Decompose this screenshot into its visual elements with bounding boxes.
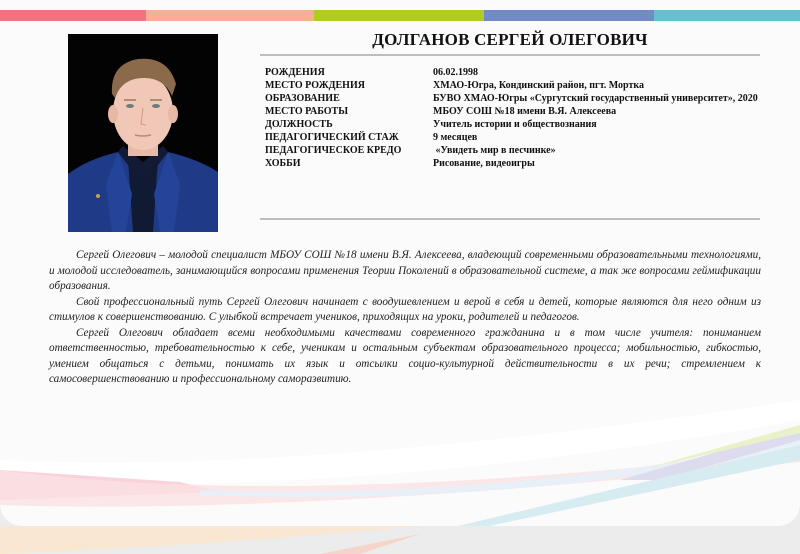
info-value: Учитель истории и обществознания bbox=[433, 119, 597, 130]
info-label: ПЕДАГОГИЧЕСКИЙ СТАЖ bbox=[265, 132, 399, 143]
info-row-position bbox=[265, 118, 775, 131]
decorative-color-bar bbox=[0, 10, 800, 21]
info-divider bbox=[260, 218, 760, 220]
info-row-birthplace bbox=[265, 79, 775, 92]
decorative-bottom-band bbox=[0, 526, 800, 554]
info-value: 9 месяцев bbox=[433, 132, 478, 143]
info-label: РОЖДЕНИЯ bbox=[265, 67, 325, 78]
profile-info-table bbox=[265, 66, 775, 170]
info-value: МБОУ СОШ №18 имени В.Я. Алексеева bbox=[433, 106, 617, 117]
title-divider bbox=[260, 54, 760, 56]
info-row-credo bbox=[265, 144, 775, 157]
info-value: «Увидеть мир в песчинке» bbox=[433, 145, 556, 156]
biography-text bbox=[49, 248, 761, 388]
info-value: Рисование, видеоигры bbox=[433, 158, 535, 169]
color-bar-segment-peach bbox=[146, 10, 314, 21]
color-bar-segment-cyan bbox=[654, 10, 800, 21]
portrait-illustration bbox=[68, 34, 218, 232]
bio-paragraph: Свой профессиональный путь Сергей Олегович начинает с воодушевлением и верой в себя и детей, которые являются для него одним из стимулов к совершенствованию. С улыбкой встречает учеников, приходящих на уроки, родителей и педагогов. bbox=[49, 295, 761, 323]
info-label: ОБРАЗОВАНИЕ bbox=[265, 93, 340, 104]
info-row-experience bbox=[265, 131, 775, 144]
info-label: ХОББИ bbox=[265, 158, 301, 169]
info-label: ДОЛЖНОСТЬ bbox=[265, 119, 333, 130]
info-value: 06.02.1998 bbox=[433, 67, 478, 78]
decorative-waves bbox=[0, 400, 800, 526]
info-row-hobby bbox=[265, 157, 775, 170]
bio-paragraph: Сергей Олегович – молодой специалист МБОУ СОШ №18 имени В.Я. Алексеева, владеющий современными образовательными технологиями, и молодой исследователь, занимающийся вопросами применения Теории Поколений в образовательной системе, а так же вопросами геймификации образования. bbox=[49, 249, 761, 292]
info-value: ХМАО-Югра, Кондинский район, пгт. Мортка bbox=[433, 80, 644, 91]
info-row-education bbox=[265, 92, 775, 105]
color-bar-segment-green bbox=[314, 10, 484, 21]
person-name-title: ДОЛГАНОВ СЕРГЕЙ ОЛЕГОВИЧ bbox=[372, 30, 648, 49]
color-bar-segment-blue bbox=[484, 10, 654, 21]
info-row-workplace bbox=[265, 105, 775, 118]
portrait-photo bbox=[68, 34, 218, 232]
info-label: МЕСТО РОЖДЕНИЯ bbox=[265, 80, 365, 91]
info-value: БУВО ХМАО-Югры «Сургутский государственный университет», 2020 bbox=[433, 93, 758, 104]
info-row-birth bbox=[265, 66, 775, 79]
bio-paragraph: Сергей Олегович обладает всеми необходимыми качествами современного гражданина и в том числе учителя: пониманием ответственностью, требовательностью к себе, ученикам и остальным субъектам образовательного процесса; мобильностью, гибкостью, умением общаться с детьми, понимать их язык и отсылки социо-культурной действительности в их речи; стремлением к самосовершенствованию и профессиональному саморазвитию. bbox=[49, 326, 761, 385]
info-label: ПЕДАГОГИЧЕСКОЕ КРЕДО bbox=[265, 145, 402, 156]
info-label: МЕСТО РАБОТЫ bbox=[265, 106, 349, 117]
color-bar-segment-pink bbox=[0, 10, 146, 21]
